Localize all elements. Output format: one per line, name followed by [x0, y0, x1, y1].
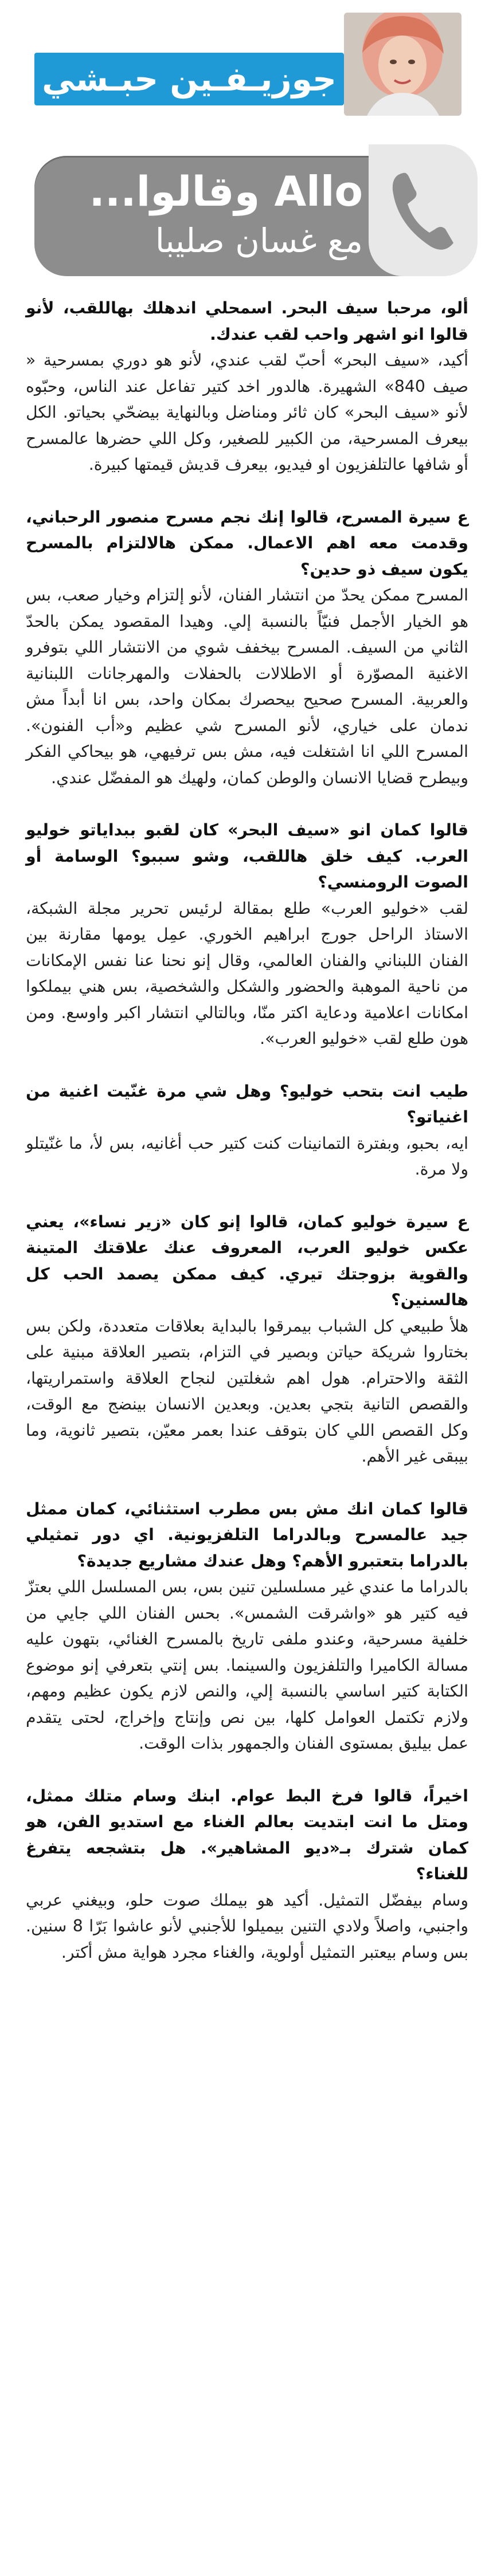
answer-6: بالدراما ما عندي غير مسلسلين تنين بس، بس المسلسل اللي بعتزّ فيه كتير هو «واشرقت الشمس». بحس الفنان اللي جايي من خلفية مسرحية، وعندو ملفى تاريخ بالمسرح الغنائي، بتهون عليه مسالة الكاميرا والتلفزيون والسينما. بس إنتي بتعرفي إنو موضوع الكتابة كتير اساسي بالنسبة إلي، والنص لازم يكون عظيم ومهم، ولازم تكتمل العوامل كلها، بين نص وإنتاج وإخراج، لحتى يتقدم عمل بيليق بمستوى الفنان والجمهور بذات الوقت.	[26, 1577, 468, 1753]
question-1: ألو، مرحبا سيف البحر. اسمحلي اندهلك بهاللقب، لأنو قالوا انو اشهر واحب لقب عندك.	[26, 299, 468, 344]
answer-2: المسرح ممكن يحدّ من انتشار الفنان، لأنو إلتزام وخيار صعب، بس هو الخيار الأجمل فنيّاً بالنسبة إلي. وهيدا المقصود يمكن بالحدّ الثاني من السيف. المسرح بيخفف شوي من الانتشار اللي بتوفرو الاغنية المصوّرة أو الاطلالات بالحفلات والمهرجانات اللبنانية والعربية. المسرح صحيح بيحصرك بمكان واحد، بس انا أبداً مش ندمان على خياري، لأنو المسرح شي عظيم و«أب الفنون». المسرح اللي انا اشتغلت فيه، مش بس ترفيهي، هو بيحاكي الفكر وبيطرح قضايا الانسان والوطن كمان، ولهيك هو المفضّل عندي.	[26, 586, 468, 787]
question-3: قالوا كمان انو «سيف البحر» كان لقبو ببداياتو خوليو العرب. كيف خلق هاللقب، وشو سببو؟ الوسامة أو الصوت الرومنسي؟	[26, 820, 468, 892]
article-subtitle: مع غسان صليبا	[155, 221, 363, 260]
question-6: قالوا كمان انك مش بس مطرب استثنائي، كمان ممثل جيد عالمسرح وبالدراما التلفزيونية. اي دور تمثيلي بالدراما بتعتبرو الأهم؟ وهل عندك مشاريع جديدة؟	[26, 1499, 468, 1570]
telephone-handset-icon	[386, 167, 460, 253]
question-2: ع سيرة المسرح، قالوا إنك نجم مسرح منصور الرحباني، وقدمت معه اهم الاعمال. ممكن هالالتزام بالمسرح يكون سيف ذو حدين؟	[26, 507, 468, 579]
author-photo-icon	[344, 13, 461, 116]
question-4: طيب انت بتحب خوليو؟ وهل شي مرة غنّيت اغنية من اغنياتو؟	[26, 1081, 468, 1126]
question-5: ع سيرة خوليو كمان، قالوا إنو كان «زير نساء»، يعني عكس خوليو العرب، المعروف عنك علاقتك المتينة والقوية بزوجتك تيري. كيف ممكن يصمد الحب كل هالسنين؟	[26, 1212, 468, 1309]
answer-1: أكيد، «سيف البحر» أحبّ لقب عندي، لأنو هو دوري بمسرحية « صيف 840» الشهيرة. هالدور اخد كتير تفاعل عند الناس، وحبّوه لأنو «سيف البحر» كان ثائر ومناضل وبالنهاية بيضحّي بحياتو. الكل بيعرف المسرحية، من الكبير للصغير، وكل اللي حضرها عالمسرح أو شافها عالتلفزيون او فيديو، بيعرف قديش قيمتها كبيرة.	[26, 351, 468, 474]
article-title: Allo وقالوا...	[89, 167, 363, 215]
phone-badge	[369, 144, 478, 276]
answer-5: هلأ طبيعي كل الشباب بيمرقوا بالبداية بعلاقات متعددة، ولكن بس بختاروا شريكة حياتن وبصير في التزام، بتصير العلاقة مبنية على الثقة والاحترام. هول اهم شغلتين لنجاح العلاقة واستمراريتها، والقصص التانية بتجي بعدين. وبعدين الانسان بينضج مع الوقت، وكل القصص اللي كان بتوقف عندا بعمر معيّن، بتصير ثانوية، وما بيبقى غير الأهم.	[26, 1316, 468, 1466]
answer-7: وسام بيفضّل التمثيل. أكيد هو بيملك صوت حلو، وبيغني عربي واجنبي، واصلاً ولادي التنين بيميلوا للأجنبي لأنو عاشوا بَرّا 8 سنين. بس وسام بيعتبر التمثيل أولوية، والغناء مجرد هواية مش أكتر.	[26, 1890, 468, 1962]
answer-3: لقب «خوليو العرب» طلع بمقالة لرئيس تحرير مجلة الشبكة، الاستاذ الراحل جورج ابراهيم الخوري. عمِل يومها مقارنة بين الفنان اللبناني والفنان العالمي، وقال إنو نحنا عنا نفس الإمكانات من ناحية الموهبة والحضور والشكل والشخصية، بس هني بيملكوا امكانات اعلامية ودعاية اكتر منّا، وبالتالي انتشار اكبر واوسع. ومن هون طلع لقب «خوليو العرب».	[26, 898, 468, 1048]
question-7: اخيراً، قالوا فرخ البط عوام. ابنك وسام متلك ممثل، ومتل ما انت ابتديت بعالم الغناء مع استديو الفن، هو كمان شترك بـ«ديو المشاهير». هل بتشجعه يتفرغ للغناء؟	[26, 1786, 468, 1883]
author-avatar	[344, 13, 461, 116]
author-name: جوزيـفـين حبـشي	[34, 53, 344, 105]
answer-4: ايه، بحبو، وبفترة التمانينات كنت كتير حب أغانيه، بس لأ، ما غنّيتلو ولا مرة.	[26, 1133, 468, 1179]
article-body	[26, 295, 468, 1965]
header-banner	[0, 0, 489, 120]
